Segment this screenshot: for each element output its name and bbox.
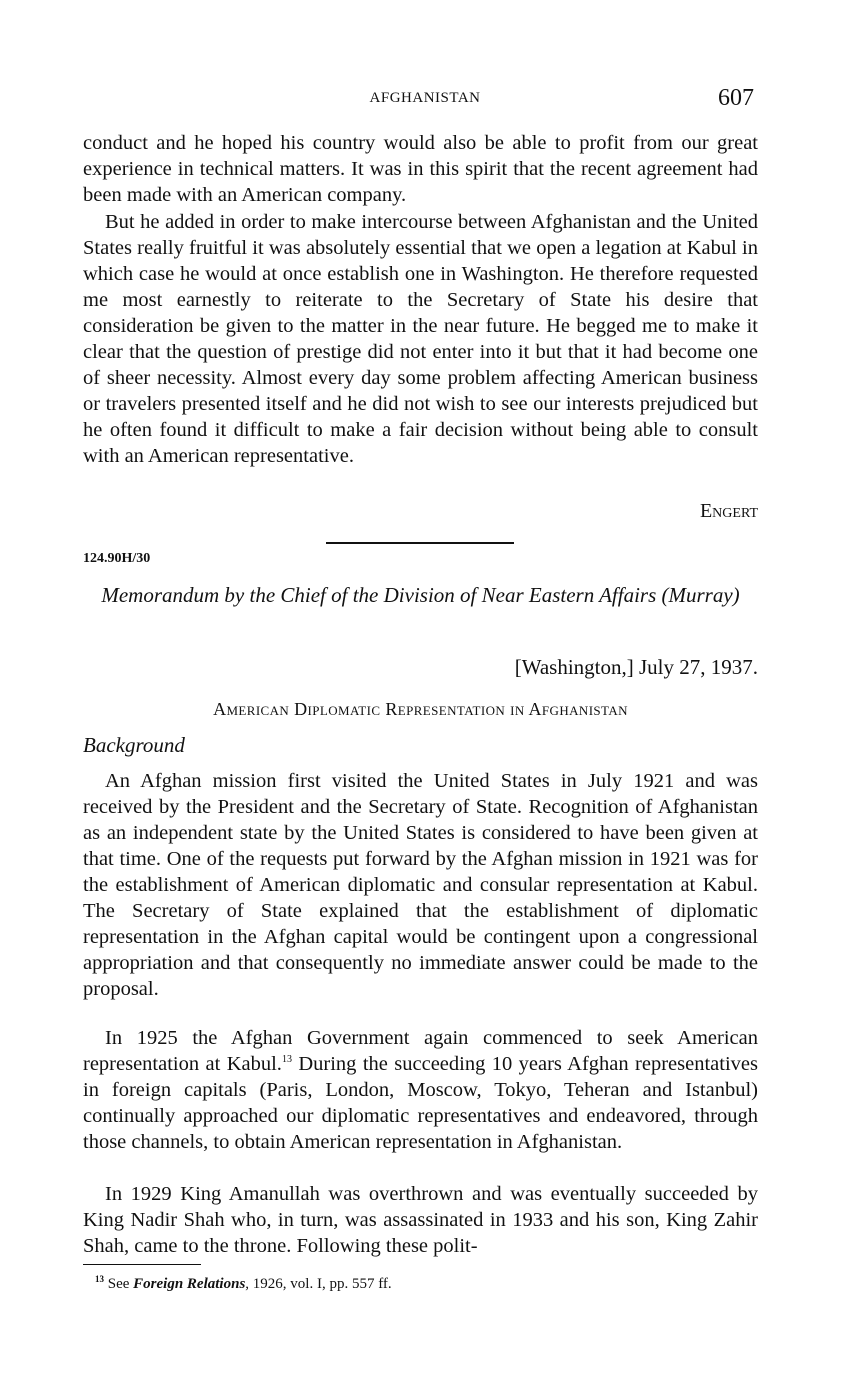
dateline: [Washington,] July 27, 1937. [514, 655, 758, 679]
paragraph-1929-kings: In 1929 King Amanullah was overthrown and was eventually succeeded by King Nadir Shah who, in turn, was assassinated in 1933 and his son, King Zahir Shah, came to the throne. Following these polit- [83, 1183, 758, 1257]
page-number: 607 [718, 85, 754, 111]
footnote-citation: , 1926, vol. I, pp. 557 ff. [245, 1276, 392, 1292]
signature: Engert [699, 500, 758, 522]
paragraph-1925-representation [83, 1025, 758, 1155]
footnote-number: 13 [95, 1274, 104, 1284]
running-title: AFGHANISTAN [369, 90, 481, 106]
paragraph-legation-request: But he added in order to make intercourse between Afghanistan and the United States really fruitful it was absolutely essential that we open a legation at Kabul in which case he would at once establish one in Washington. He therefore requested me most earnestly to reiterate to the Secretary of State his desire that consideration be given to the matter in the near future. He begged me to make it clear that the question of prestige did not enter into it but that it had become one of sheer necessity. Almost every day some problem affecting American business or travelers presented itself and he did not wish to see our interests prejudiced but he often found it difficult to make a fair decision without being able to consult with an American representative. [83, 211, 758, 467]
footnote-divider [83, 1264, 201, 1265]
footnote-reference: 13 [281, 1054, 292, 1066]
footnote [95, 1276, 392, 1293]
paragraph-1925-part1: In 1925 the Afghan Government again commenced to seek American representation at Kabul. [83, 1027, 758, 1075]
section-divider [326, 542, 514, 544]
file-number: 124.90H/30 [83, 551, 151, 566]
footnote-prefix: See [104, 1276, 134, 1292]
memo-title: Memorandum by the Chief of the Division of Near Eastern Affairs (Murray) [101, 583, 740, 607]
paragraph-continued: conduct and he hoped his country would also be able to profit from our great experience in technical matters. It was in this spirit that the recent agreement had been made with an American company. [83, 132, 758, 206]
subheading-background: Background [83, 733, 185, 757]
paragraph-afghan-mission: An Afghan mission first visited the United States in July 1921 and was received by the President and the Secretary of State. Recognition of Afghanistan as an independent state by the United States is considered to have been given at that time. One of the requests put forward by the Afghan mission in 1921 was for the establishment of American diplomatic and consular representation at Kabul. The Secretary of State explained that the establishment of diplomatic representation in the Afghan capital would be contingent upon a congressional appropriation and that consequently no immediate answer could be made to the proposal. [83, 770, 758, 1000]
paragraph-1925-part2: During the succeeding 10 years Afghan representatives in foreign capitals (Paris, London, Moscow, Tokyo, Teheran and Istanbul) continually approached our diplomatic representatives and endeavored, through those channels, to obtain American representation in Afghanistan. [83, 1053, 758, 1153]
section-heading: American Diplomatic Representation in Afghanistan [213, 699, 628, 719]
footnote-source: Foreign Relations [133, 1276, 246, 1292]
